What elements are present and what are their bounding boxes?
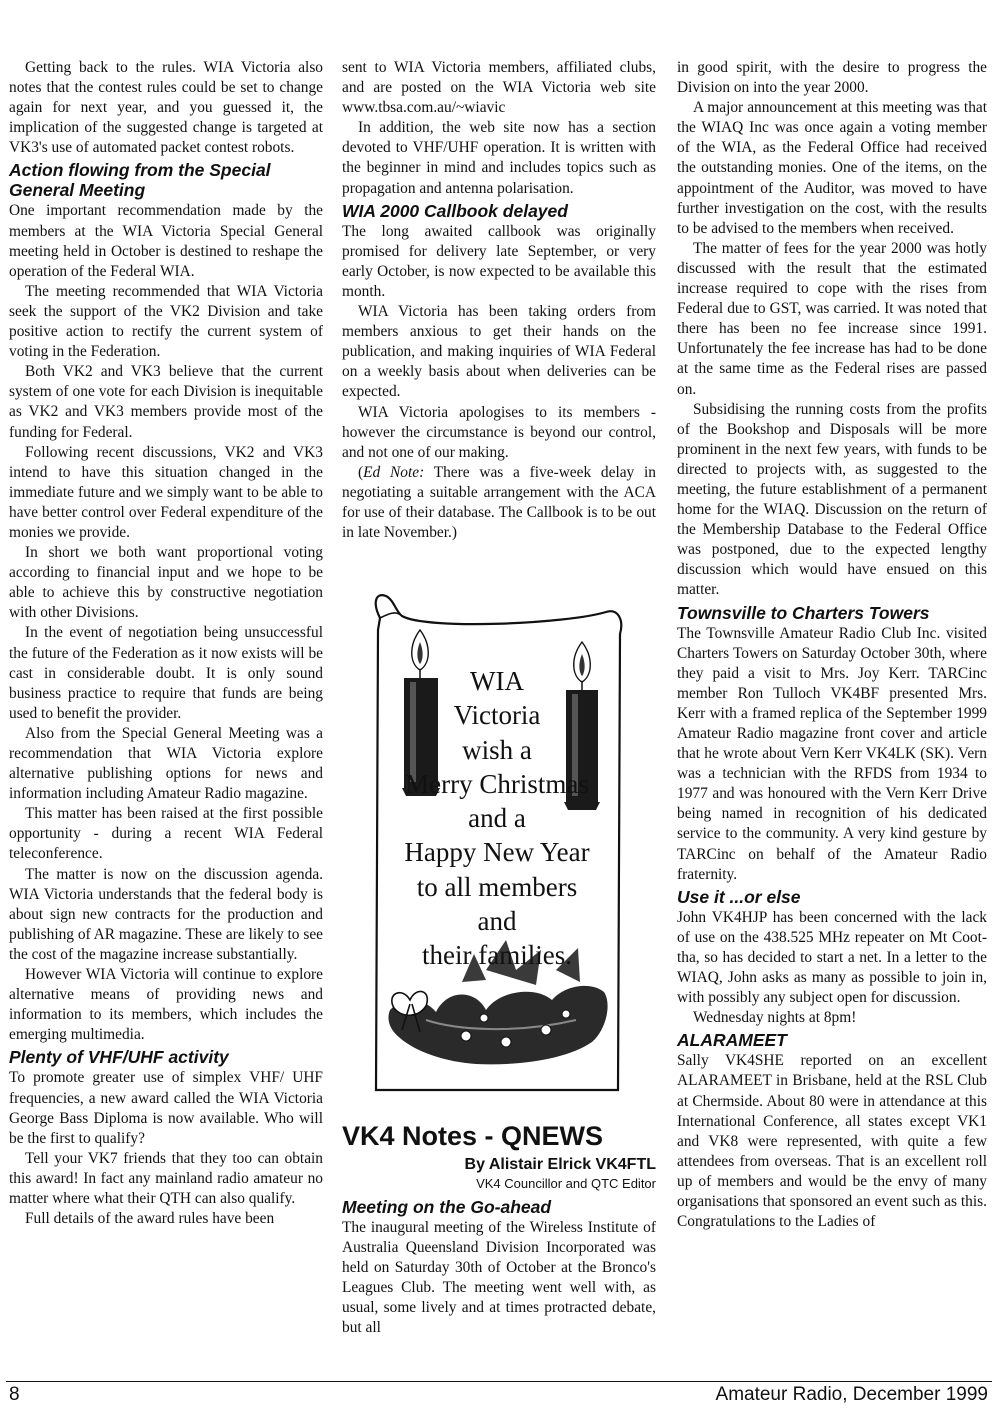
column-middle — [342, 58, 656, 543]
paragraph: In addition, the web site now has a section devoted to VHF/UHF operation. It is written with the beginner in mind and includes topics such as propagation and antenna polarisation. — [342, 119, 656, 197]
greeting-line: wish a — [462, 734, 532, 765]
paragraph: Tell your VK7 friends that they too can obtain this award! In fact any mainland radio amateur no matter where what their QTH can also qualify. — [9, 1149, 323, 1207]
editor-note-text: There was a five-week delay in negotiating a suitable arrangement with the ACA for use of their database. The Callbook is to be out in late November.) — [342, 463, 656, 542]
section-heading: Use it ...or else — [677, 886, 801, 907]
paragraph: Sally VK4SHE reported on an excellent ALARAMEET in Brisbane, held at the RSL Club at Chermside. About 80 were in attendance at this International Conference, all states except VK1 and VK8 were represented, with quite a few attendees from overseas. That is an excellent roll up of members and would be the envy of many organisations that sponsored an event such as this. Congratulations to the Ladies of — [677, 1052, 987, 1231]
paragraph: WIA Victoria has been taking orders from members anxious to get their hands on the publication, and making inquiries of WIA Federal on a weekly basis about when deliveries can be expected. — [342, 303, 656, 401]
vk4-notes-article — [342, 1120, 656, 1339]
column-right — [677, 58, 987, 1232]
paragraph: Also from the Special General Meeting was a recommendation that WIA Victoria explore alternative publishing options for news and information including Amateur Radio magazine. — [9, 724, 323, 803]
paragraph: Wednesday nights at 8pm! — [693, 1009, 857, 1027]
paragraph: The inaugural meeting of the Wireless Institute of Australia Queensland Division Incorporated was held on Saturday 30th of October at the Bronco's Leagues Club. The meeting went well with, as usual, some lively and at times protracted debate, but all — [342, 1219, 656, 1337]
paragraph: In short we both want proportional voting according to financial input and we hope to be able to achieve this by constructive negotiation with other Divisions. — [9, 544, 323, 622]
column-left — [9, 58, 323, 1229]
page-number: 8 — [9, 1384, 20, 1405]
greeting-line: Merry Christmas — [405, 768, 589, 799]
paragraph: John VK4HJP has been concerned with the lack of use on the 438.525 MHz repeater on Mt Coot-tha, so has decided to start a net. In a letter to the WIAQ, John asks as many as possible to join in, with possibly any subject open for discussion. — [677, 908, 987, 1007]
paragraph: Getting back to the rules. WIA Victoria also notes that the contest rules could be set to change again for next year, and you guessed it, the implication of the suggested change is targeted at VK3's use of automated packet contest robots. — [9, 59, 323, 157]
section-heading: Plenty of VHF/UHF activity — [9, 1047, 229, 1068]
greeting-line: Happy New Year — [404, 837, 590, 868]
editor-note: (Ed Note: There was a five-week delay in negotiating a suitable arrangement with the ACA for use of their database. The Callbook is to be out in late November.) — [342, 463, 656, 542]
paragraph: sent to WIA Victoria members, affiliated clubs, and are posted on the WIA Victoria web site www.tbsa.com.au/~wiavic — [342, 59, 656, 117]
paragraph: Full details of the award rules have been — [25, 1210, 275, 1228]
paragraph: Subsidising the running costs from the profits of the Bookshop and Disposals will be more prominent in the next few years, with funds to be directed to projects with, as suggested to the meeting, the future establishment of a permanent home for the WIAQ. Discussion on the return of the Membership Database to the Federal Office was postponed, due to the expected lengthy discussion which would have ensued on this matter. — [677, 400, 987, 599]
greeting-line: WIA — [470, 666, 524, 696]
section-heading: ALARAMEET — [677, 1030, 787, 1051]
greeting-text — [366, 664, 628, 973]
paragraph: The long awaited callbook was originally promised for delivery late September, or very early October, is now expected to be available this month. — [342, 222, 656, 300]
paragraph: The Townsville Amateur Radio Club Inc. visited Charters Towers on Saturday October 30th, where they paid a visit to Mrs. Joy Kerr. TARCinc member Ron Tulloch VK4BF presented Mrs. Kerr with a framed replica of the September 1999 Amateur Radio magazine front cover and article that he wrote about Vern Kerr VK4LK (SK). Vern was a technician with the RFDS from 1934 to 1977 and was honoured with the Vern Kerr Drive being named in recognition of his dedicated service to the community. A very kind gesture by TARCinc on behalf of the Amateur Radio fraternity. — [677, 624, 987, 883]
section-heading: Action flowing from the Special General Meeting — [9, 160, 271, 201]
magazine-issue: Amateur Radio, December 1999 — [715, 1384, 988, 1405]
greeting-line: their families. — [422, 940, 572, 971]
footer-divider — [6, 1381, 992, 1382]
section-heading: Townsville to Charters Towers — [677, 602, 930, 623]
paragraph: One important recommendation made by the members at the WIA Victoria Special General meeting held in October is destined to reshape the operation of the Federal WIA. — [9, 202, 323, 280]
greeting-line: to all members — [416, 871, 578, 902]
author-role: VK4 Councillor and QTC Editor — [476, 1176, 656, 1191]
section-heading: WIA 2000 Callbook delayed — [342, 200, 568, 221]
paragraph: Following recent discussions, VK2 and VK3 intend to have this situation changed in the immediate future and we simply want to be able to have better control over Federal expenditure of the monies we provide. — [9, 443, 323, 541]
section-heading: Meeting on the Go-ahead — [342, 1197, 552, 1217]
byline: By Alistair Elrick VK4FTL — [464, 1156, 656, 1173]
paragraph: WIA Victoria apologises to its members - however the circumstance is beyond our control, and not one of our making. — [342, 403, 656, 461]
greeting-line: and — [477, 906, 517, 937]
paragraph: The meeting recommended that WIA Victoria seek the support of the VK2 Division and take positive action to rectify the current system of voting in the Federation. — [9, 282, 323, 361]
paragraph: This matter has been raised at the first possible opportunity - during a recent WIA Federal teleconference. — [9, 805, 323, 863]
greeting-line: and a — [468, 803, 526, 834]
article-title: VK4 Notes - QNEWS — [342, 1121, 604, 1151]
paragraph: A major announcement at this meeting was that the WIAQ Inc was once again a voting member of the WIA, as the Federal Office had received the outstanding monies. One of the items, on the appointment of the Auditor, was moved to have further investigation on the cost, with the results to be advised to the members when received. — [677, 99, 987, 237]
paragraph: The matter of fees for the year 2000 was hotly discussed with the result that the estimated increase required to cope with the rises from Federal due to GST, was carried. It was noted that there has been no fee increase since 1991. Unfortunately the fee increase has had to be done at the same time as the Federal rises are passed on. — [677, 239, 987, 398]
paragraph: The matter is now on the discussion agenda. WIA Victoria understands that the federal body is about sign new contracts for the production and publishing of AR magazine. These are likely to see the cost of the magazine increase substantially. — [9, 865, 323, 963]
paragraph: However WIA Victoria will continue to explore alternative means of providing news and information to its members, which includes the emerging multimedia. — [9, 966, 323, 1044]
paragraph: Both VK2 and VK3 believe that the current system of one vote for each Division is inequitable as VK2 and VK3 members provide most of the funding for Federal. — [9, 363, 323, 441]
paragraph: in good spirit, with the desire to progress the Division on into the year 2000. — [677, 59, 987, 97]
paragraph: In the event of negotiation being unsuccessful the future of the Federation as it now exists will be cast in considerable doubt. It is only sound business practice to require that funds are being used to benefit the provider. — [9, 624, 323, 722]
paragraph: To promote greater use of simplex VHF/ UHF frequencies, a new award called the WIA Victoria George Bass Diploma is now available. Who will be the first to qualify? — [9, 1069, 323, 1147]
editor-note-label: Ed Note: — [363, 463, 425, 481]
greeting-line: Victoria — [453, 700, 541, 731]
